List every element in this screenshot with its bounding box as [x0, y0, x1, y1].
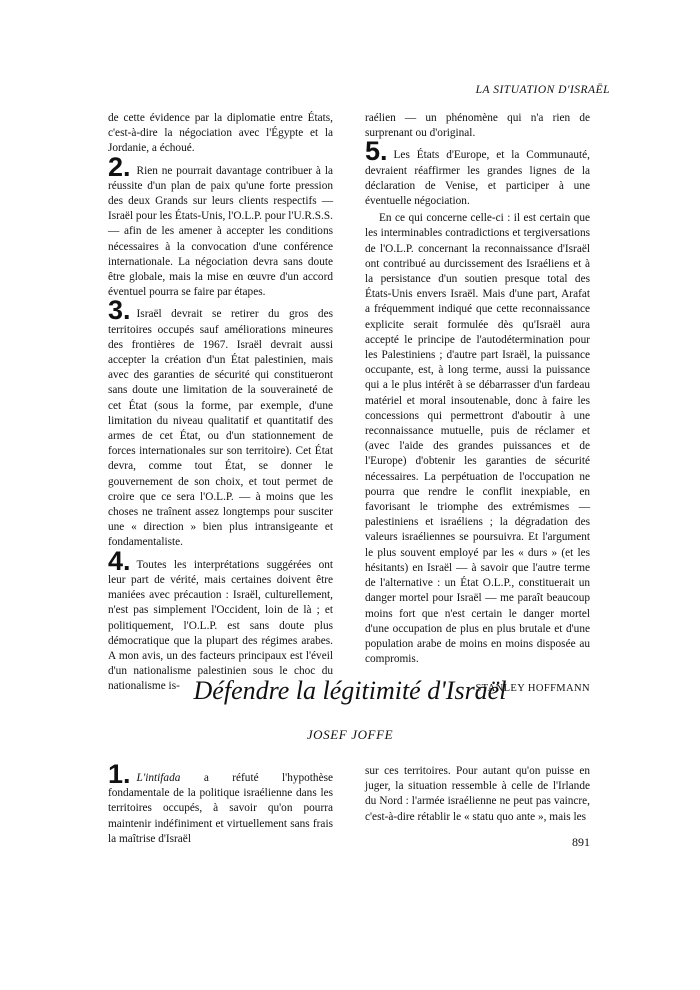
- page-number: 891: [572, 835, 590, 849]
- intro-paragraph: de cette évidence par la diplomatie entre États, c'est-à-dire la négociation avec l'Égypte et la Jordanie, a échoué.: [108, 112, 333, 155]
- article-author: JOSEF JOFFE: [306, 727, 394, 742]
- section-5: [365, 136, 590, 209]
- final-paragraph: En ce qui concerne celle-ci : il est certain que les interminables contradictions et tergiversations de l'O.L.P. concernant la reconnaissance d'Israël ont contribué au durcissement des Israéliens et à la persistance d'un soutien presque total des États-Unis envers Israël. Mais d'une part, Arafat a fréquemment indiqué que cette reconnaissance explicite serait formulée dès qu'Israël aura accepté le principe de l'autodétermination pour les Palestiniens ; d'autre part Israël, la puissance occupante, est, à long terme, aussi la puissance qui a le plus intérêt à se débarrasser d'un fardeau matériel et moral insoutenable, donc à faire les concessions qui permettront d'aboutir à une reconnaissance mutuelle, puis de réclamer et (avec l'aide des grandes puissances et de l'Europe) d'obtenir les garanties de sécurité nécessaires. La perpétuation de l'occupation ne pourra que rendre le conflit inexpiable, en favorisant le triomphe des extrémismes — palestiniens et israéliens ; la dégradation des valeurs israéliennes se poursuivra. Et l'argument le plus souvent employé par les « durs » (et les hésitants) en Israël — à savoir que l'autre terme de l'alternative : un État O.L.P., constituerait un danger mortel pour Israël — me paraît beaucoup moins fort que n'est certain le danger mortel d'une occupation de plus en plus brutale et d'une population arabe de moins en moins disposée au compromis.: [365, 212, 590, 666]
- article-title: Défendre la légitimité d'Israël: [193, 676, 507, 705]
- section-4: [108, 545, 333, 695]
- section-number: 2.: [108, 151, 131, 182]
- section-text: Israël devrait se retirer du gros des territoires occupés sauf améliorations mineures des frontières de 1967. Israël devrait aussi accepter la création d'un État palestinien, mais avec des garanties de sécurité qui constitueront sans doute une limitation de la souveraineté de cet État (sous la forme, par exemple, d'une limitation du niveau qualitatif et quantitatif des armes de cet État, ou d'un stationnement de forces internationales sur son territoire). Cet État devra, comme tout État, se donner le gouvernement de son choix, et tout permet de croire que ce sera l'O.L.P. — à moins que les choses ne traînent assez longtemps pour susciter une « direction » bien plus intransigeante et fondamentaliste.: [108, 308, 333, 549]
- section-number: 3.: [108, 295, 131, 326]
- column-left-top: [108, 111, 333, 695]
- section-number: 4.: [108, 545, 131, 576]
- section-1: [108, 759, 334, 847]
- section-text: Les États d'Europe, et la Communauté, devraient réaffirmer les grandes lignes de la déclaration de Venise, et participer à une éventuelle négociation.: [365, 149, 590, 208]
- section-text: Rien ne pourrait davantage contribuer à la réussite d'un plan de paix qu'une forte pression des deux Grands sur leurs clients respectifs — Israël pour les États-Unis, l'O.L.P. pour l'U.R.S.S. — afin de les amener à accepter les conditions nécessaires à la convocation d'une conférence internationale. La négociation devra sans doute être globale, mais la mise en œuvre d'un accord éventuel pourra se faire par étapes.: [108, 164, 333, 299]
- section-text: Toutes les interprétations suggérées ont leur part de vérité, mais certaines doivent être maniées avec précaution : Israël, culturellement, n'est pas simplement l'Occident, loin de là ; et politiquement, l'O.L.P. est sans doute plus démocratique que la plupart des régimes arabes. A mon avis, un des facteurs principaux est l'éveil d'un nationalisme palestinien sous le choc du nationalisme is-: [108, 558, 333, 693]
- section-text: a réfuté l'hypothèse fondamentale de la politique israélienne dans les territoires occupés, à savoir qu'on pourra maintenir indéfiniment et virtuellement sans frais la maîtrise d'Israël: [108, 772, 334, 845]
- column-right-bottom: [365, 764, 590, 825]
- section-1-continued: sur ces territoires. Pour autant qu'on puisse en juger, la situation ressemble à celle de l'Irlande du Nord : l'armée israélienne ne peut pas vaincre, c'est-à-dire rétablir le « statu quo ante », mais les: [365, 765, 590, 823]
- section-2: [108, 151, 333, 301]
- section-number: 1.: [108, 759, 131, 789]
- column-left-bottom: [108, 759, 334, 847]
- column-right-top: [365, 111, 590, 697]
- section-3: [108, 295, 333, 550]
- emphasis-term: L'intifada: [136, 772, 181, 784]
- author-signature: STANLEY HOFFMANN: [475, 683, 590, 695]
- section-number: 5.: [365, 136, 388, 167]
- running-head: LA SITUATION D'ISRAËL: [475, 84, 610, 96]
- continuation-paragraph: raélien — un phénomène qui n'a rien de surprenant ou d'original.: [365, 112, 590, 140]
